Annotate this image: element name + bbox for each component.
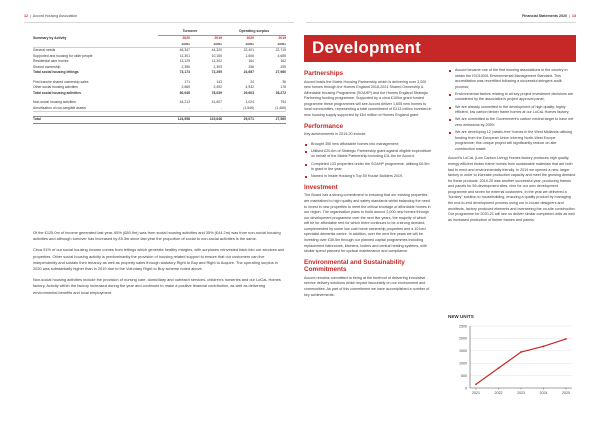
cell-value: (1,546) xyxy=(222,106,254,112)
data-point xyxy=(543,345,545,347)
cell-value: 1,606 xyxy=(245,53,254,58)
cell-value: 28,272 xyxy=(275,90,286,95)
list-item: We are committed to the Government's carbon neutral target to have net zero emissions by 2050; xyxy=(448,117,576,128)
currency-header: £000s xyxy=(158,42,190,48)
y-tick-label: 500 xyxy=(461,373,467,378)
development-column-right xyxy=(448,68,576,227)
cell-value: 256 xyxy=(248,64,254,69)
row-label: First tranche shared ownership sales xyxy=(33,79,89,84)
currency-header: £000s xyxy=(222,42,254,48)
cell-value: 4,932 xyxy=(245,85,254,89)
cell-value: 36 xyxy=(282,79,286,84)
achievements-list xyxy=(304,142,432,180)
row-label: General needs xyxy=(33,48,56,52)
table-row xyxy=(33,70,286,76)
cell-value: 2,669 xyxy=(181,85,190,89)
cell-value: 27,960 xyxy=(275,70,286,74)
data-point xyxy=(498,367,500,369)
list-item: Named in Inside Housing's Top 50 House Builders 2019. xyxy=(304,174,432,180)
org-name: Accord Housing Association xyxy=(32,14,78,18)
page-number-right: 13 xyxy=(572,14,576,18)
section-banner xyxy=(304,35,576,62)
year-header: 2019 xyxy=(278,36,286,40)
list-item: Accord became one of the first housing associations in the country to obtain the ISO14001 Environmental Management Standard. This accreditation was recertified following a successful stringent audit process; xyxy=(448,68,576,90)
cell-value: 41,607 xyxy=(211,100,222,104)
row-label: Supported and housing for older people xyxy=(33,53,93,58)
y-tick-label: 0 xyxy=(465,386,467,391)
page-number-left: 12 xyxy=(24,14,28,18)
cell-value: 78,039 xyxy=(211,90,222,95)
cell-value: 11,202 xyxy=(211,59,222,63)
x-tick-label: 2021 xyxy=(472,391,480,395)
cell-value: 24 xyxy=(250,79,254,84)
cell-value: 72,295 xyxy=(211,70,222,74)
row-label: Amortisation of non-tangible assets xyxy=(33,106,158,112)
table-row-heading: Summary by Activity xyxy=(33,35,67,40)
chart-title: NEW UNITS xyxy=(448,314,474,319)
currency-header: £000s xyxy=(190,42,222,48)
development-column-left xyxy=(304,70,432,302)
cell-value: 10,150 xyxy=(211,53,222,58)
list-item: Completed 133 properties under the SOAHP programme, utilising £6.5m in grant in the year; xyxy=(304,162,432,173)
new-units-chart xyxy=(448,320,576,400)
data-point xyxy=(565,338,567,340)
x-tick-label: 2024 xyxy=(539,391,548,395)
currency-header: £000s xyxy=(254,42,286,48)
x-tick-label: 2022 xyxy=(494,391,503,395)
x-tick-label: 2025 xyxy=(562,391,570,395)
row-label: Other social housing activities xyxy=(33,85,78,89)
year-header: 2019 xyxy=(214,36,222,40)
cell-value: 22,719 xyxy=(275,48,286,52)
performance-intro: Key achievements in 2019-20 include: xyxy=(304,132,367,137)
commentary-paragraph: Circa 91% of our social housing income comes from lettings which generate healthy margins, with surpluses reinvested back into our services and properties. Other social housing activity is predominantly the provision of housing related support to ensure that our customers can live independently and sustain their tenancy as well as property sales through statutory Right to Buy and Right to Acquire. The operating surplus in 2020 was substantially higher than in 2019 due to the Voluntary Right to Buy scheme noted above. xyxy=(33,247,285,272)
list-item: We are developing 12 'plastic-free' homes in the West Midlands utilising funding from the European Union Interreg North-West Europe programme; this unique project will significantly reduce on-site construction waste. xyxy=(448,130,576,152)
cell-value: 162 xyxy=(280,59,286,63)
row-label: Total social housing lettings xyxy=(33,70,79,74)
row-label: Residential care homes xyxy=(33,59,69,63)
commentary-paragraph: Non-social housing activities include the provision of nursing care, domiciliary and outreach services, children's nurseries and our LoCaL Homes factory. Activity within the factory increased during the year and continues to make a positive financial contribution, as well as delivering environmental benefits and local employment. xyxy=(33,277,281,295)
cell-value: 11,301 xyxy=(179,53,190,58)
y-tick-label: 1000 xyxy=(459,361,467,366)
cell-value: 119,646 xyxy=(190,117,222,124)
header-rule-right xyxy=(306,22,576,23)
cell-value: 46,347 xyxy=(179,48,190,52)
cell-value: 24,657 xyxy=(243,70,254,74)
cell-value: - xyxy=(158,106,190,112)
partnerships-heading: Partnerships xyxy=(304,70,344,77)
environment-text: Accord remains committed to being at the forefront of delivering innovative service delivery solutions which impact favourably on our environment and communities. As part of this commitment we have accomplished a number of key achievements: xyxy=(304,275,430,297)
environment-heading: Environmental and Sustainability Commitments xyxy=(304,258,405,274)
performance-heading: Performance xyxy=(304,122,344,130)
y-tick-label: 2000 xyxy=(459,336,467,341)
page-header-right: Financial Statements 2020 | 13 xyxy=(522,14,576,18)
page-header-left: 12 | Accord Housing Association xyxy=(24,14,78,18)
cell-value: 124,958 xyxy=(158,117,190,124)
section-title: Development xyxy=(312,38,421,57)
series-line xyxy=(476,339,566,384)
row-label: Non-social housing activities xyxy=(33,100,76,104)
cell-value: 44,320 xyxy=(211,48,222,52)
data-point xyxy=(520,351,522,353)
x-tick-label: 2023 xyxy=(517,391,525,395)
investment-text: The Board has a strong commitment to ensuring that our existing properties are maintained to high quality and safety standards whilst balancing the need to invest in new properties to meet the critical shortage of affordable homes in our region. The organisation plans to build around 2,000 new homes through our development programme over the next five years, the majority of which will be for affordable rent for which there continues to be a strong demand, complemented by some low cost home ownership properties and a 10 bed specialist dementia centre. In addition, over the next five years we will be investing over £36.5m through our planned capital programmes including replacement bathrooms, kitchens, boilers and central heating systems, with similar spend planned for cyclical maintenance and compliance. xyxy=(304,193,431,254)
cell-value: 143 xyxy=(216,79,222,84)
cell-value: 794 xyxy=(280,100,286,104)
cell-value: 295 xyxy=(280,64,286,69)
commentary-paragraph: Of the £125.0m of income generated last year, 65% (£80.9m) was from social housing activities and 35% (£44.2m) was from non-social housing activities and although turnover has increased by £5.3m since last year the proportion of social to non-social activities is the same. xyxy=(33,230,281,242)
cell-value: - xyxy=(190,106,222,112)
turnover-group-header: Turnover xyxy=(158,29,222,36)
y-tick-label: 1500 xyxy=(459,349,467,354)
investment-heading: Investment xyxy=(304,183,338,191)
year-header: 2020 xyxy=(182,36,190,40)
cell-value: 29,603 xyxy=(243,90,254,95)
list-item: Utilised £20.6m of Strategic Partnership grant against eligible expenditure on behalf of the Matrix Partnership including £11.6m for Accord; xyxy=(304,149,432,160)
list-item: Brought 350 new affordable homes into management; xyxy=(304,142,432,148)
environment-list xyxy=(448,68,576,152)
partnerships-text: Accord leads the Matrix Housing Partnership which is delivering over 3,000 new homes through the Homes England 2016-2021 Shared Ownership & Affordable Housing Programme (SOAHP) and the Homes England Strategic Partnering funding programme. Supported by a circa £100m grant funded programme these programmes will see Accord deliver 1,605 new homes to local communities, representing a total commitment of £213 million invested in new housing supply supported by £64 million of Homes England grant. xyxy=(304,79,432,118)
cell-value: 44,213 xyxy=(179,100,190,104)
cell-value: 22,401 xyxy=(243,48,254,52)
year-header: 2020 xyxy=(246,36,254,40)
list-item: We are already committed to the development of high quality, highly efficient, low carbon timber frame homes at our LoCaL Homes factory; xyxy=(448,105,576,116)
row-label: Total xyxy=(33,117,158,124)
cell-value: 1,024 xyxy=(245,100,254,104)
table-row xyxy=(33,106,286,112)
cell-value: 176 xyxy=(280,85,286,89)
cell-value: 13,129 xyxy=(179,59,190,63)
cell-value: 164 xyxy=(248,59,254,63)
table-row xyxy=(33,91,286,97)
local-homes-text: Accord's LoCaL (Low Carbon Living) Homes factory produces high quality, energy efficient timber frame homes from sustainable materials that are both fast to erect and environmentally friendly. In 2019 we opened a new, larger factory in order to increase production capacity and meet the growing demand for these products: 2019-20 was another successful year, producing frames and panels for 56 development sites, nine for our own development programme and seven for external customers. In the year we delivered a "turnkey" solution to housebuilding, ensuring a quality product by managing the end-to-end development process using our in-house designers and architects, factory produced elements and overseeing the on-site construction. Our programme for 2020-21 will see us deliver similar completed units as well as increased production of timber frames and panels. xyxy=(448,156,576,222)
cell-value: 80,945 xyxy=(179,90,190,95)
cell-value: 171 xyxy=(184,79,190,84)
table-row xyxy=(33,117,286,124)
cell-value: (1,465) xyxy=(254,106,286,112)
row-label: Shared ownership xyxy=(33,64,61,69)
cell-value: 2,492 xyxy=(213,85,222,89)
y-tick-label: 2500 xyxy=(459,324,467,329)
activity-summary-table xyxy=(33,29,286,124)
list-item: Environmental factors relating to all key project investment decisions are considered by the association's project approval panel; xyxy=(448,92,576,103)
cell-value: 73,173 xyxy=(179,70,190,74)
cell-value: 29,071 xyxy=(222,117,254,124)
header-rule-left xyxy=(24,22,294,23)
data-point xyxy=(475,383,477,385)
surplus-group-header: Operating surplus xyxy=(222,29,286,36)
cell-value: 27,560 xyxy=(254,117,286,124)
turnover-commentary xyxy=(33,230,286,301)
cell-value: 2,393 xyxy=(213,64,222,69)
cell-value: 4,685 xyxy=(277,53,286,58)
cell-value: 2,396 xyxy=(181,64,190,69)
row-label: Total social housing activities xyxy=(33,90,81,95)
document-title: Financial Statements 2020 xyxy=(522,14,568,18)
